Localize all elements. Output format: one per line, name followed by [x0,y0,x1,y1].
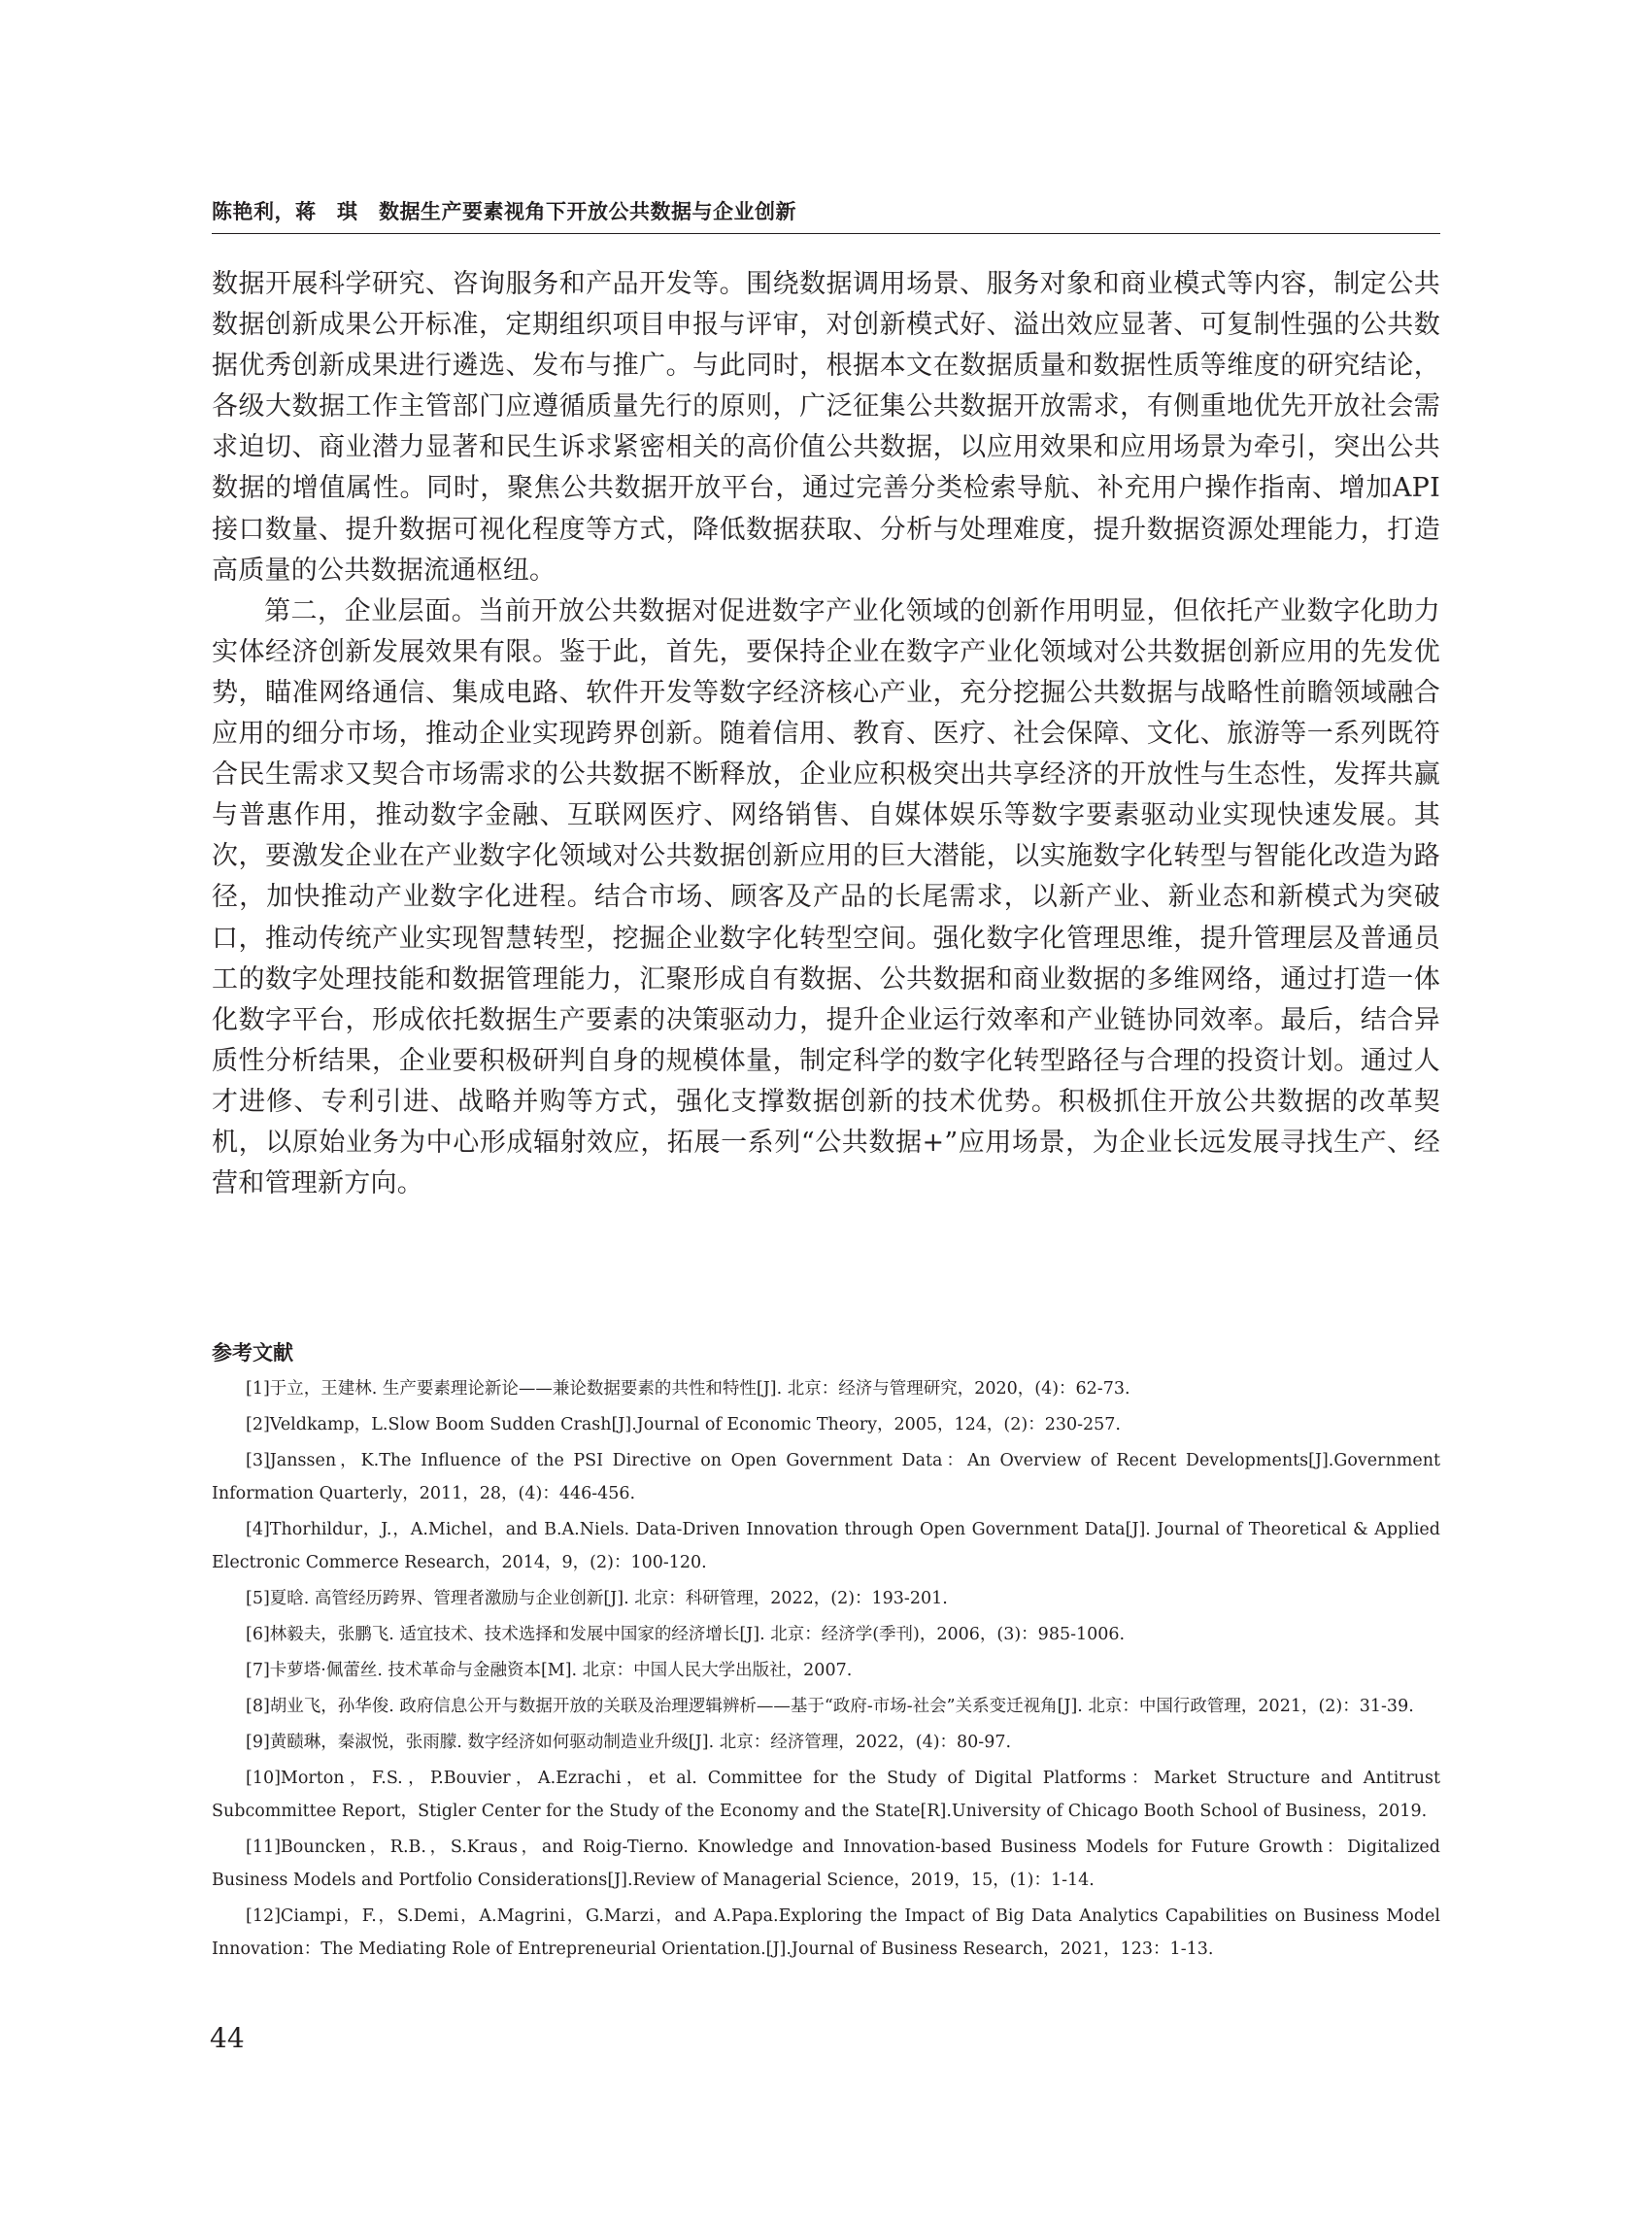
reference-item: [1]于立，王建林. 生产要素理论新论——兼论数据要素的共性和特性[J]. 北京：经济与管理研究，2020，(4)：62-73. [246,1379,1130,1399]
reference-item: [7]卡萝塔·佩蕾丝. 技术革命与金融资本[M]. 北京：中国人民大学出版社，2007. [246,1661,853,1680]
page-number: 44 [210,2022,245,2054]
reference-item: [12]Ciampi，F.，S.Demi，A.Magrini，G.Marzi，and A.Papa.Exploring the Impact of Big Data Analytics Capabilities on Business Model Innovation：The Mediating Role of Entrepreneurial Orientation.[J].Journal of Business Research，2021，123：1-13. [212,1906,1440,1959]
header-rule [212,233,1440,234]
reference-item: [10]Morton，F.S.，P.Bouvier，A.Ezrachi，et al. Committee for the Study of Digital Platforms：Market Structure and Antitrust Subcommittee Report，Stigler Center for the Study of the Economy and the State[R].University of Chicago Booth School of Business，2019. [212,1769,1440,1821]
reference-item: [11]Bouncken，R.B.，S.Kraus，and Roig-Tierno. Knowledge and Innovation-based Business Models for Future Growth：Digitalized Business Models and Portfolio Considerations[J].Review of Managerial Science，2019，15，(1)：1-14. [212,1838,1440,1890]
reference-item: [3]Janssen，K.The Influence of the PSI Directive on Open Government Data：An Overview of Recent Developments[J].Government Information Quarterly，2011，28，(4)：446-456. [212,1451,1440,1503]
running-head-text: 陈艳利，蒋 琪 数据生产要素视角下开放公共数据与企业创新 [212,200,796,223]
references-title: 参考文献 [212,1341,293,1365]
main-body [212,264,1440,1204]
body-paragraph-2: 第二，企业层面。当前开放公共数据对促进数字产业化领域的创新作用明显，但依托产业数字化助力实体经济创新发展效果有限。鉴于此，首先，要保持企业在数字产业化领域对公共数据创新应用的先发优势，瞄准网络通信、集成电路、软件开发等数字经济核心产业，充分挖掘公共数据与战略性前瞻领域融合应用的细分市场，推动企业实现跨界创新。随着信用、教育、医疗、社会保障、文化、旅游等一系列既符合民生需求又契合市场需求的公共数据不断释放，企业应积极突出共享经济的开放性与生态性，发挥共赢与普惠作用，推动数字金融、互联网医疗、网络销售、自媒体娱乐等数字要素驱动业实现快速发展。其次，要激发企业在产业数字化领域对公共数据创新应用的巨大潜能，以实施数字化转型与智能化改造为路径，加快推动产业数字化进程。结合市场、顾客及产品的长尾需求，以新产业、新业态和新模式为突破口，推动传统产业实现智慧转型，挖掘企业数字化转型空间。强化数字化管理思维，提升管理层及普通员工的数字处理技能和数据管理能力，汇聚形成自有数据、公共数据和商业数据的多维网络，通过打造一体化数字平台，形成依托数据生产要素的决策驱动力，提升企业运行效率和产业链协同效率。最后，结合异质性分析结果，企业要积极研判自身的规模体量，制定科学的数字化转型路径与合理的投资计划。通过人才进修、专利引进、战略并购等方式，强化支撑数据创新的技术优势。积极抓住开放公共数据的改革契机，以原始业务为中心形成辐射效应，拓展一系列“公共数据+”应用场景，为企业长远发展寻找生产、经营和管理新方向。 [212,595,1440,1199]
reference-item: [6]林毅夫，张鹏飞. 适宜技术、技术选择和发展中国家的经济增长[J]. 北京：经济学(季刊)，2006，(3)：985-1006. [246,1625,1126,1644]
reference-item: [5]夏晗. 高管经历跨界、管理者激励与企业创新[J]. 北京：科研管理，2022，(2)：193-201. [246,1589,948,1608]
reference-item: [9]黄赜琳，秦淑悦，张雨朦. 数字经济如何驱动制造业升级[J]. 北京：经济管理，2022，(4)：80-97. [246,1733,1012,1752]
running-header [212,190,1440,237]
reference-item: [8]胡业飞，孙华俊. 政府信息公开与数据开放的关联及治理逻辑辨析——基于“政府-市场-社会”关系变迁视角[J]. 北京：中国行政管理，2021，(2)：31-39. [246,1697,1414,1716]
reference-item: [4]Thorhildur，J.，A.Michel，and B.A.Niels. Data-Driven Innovation through Open Government Data[J]. Journal of Theoretical & Applied Electronic Commerce Research，2014，9，(2)：100-120. [212,1520,1440,1572]
body-paragraph-1: 数据开展科学研究、咨询服务和产品开发等。围绕数据调用场景、服务对象和商业模式等内容，制定公共数据创新成果公开标准，定期组织项目申报与评审，对创新模式好、溢出效应显著、可复制性强的公共数据优秀创新成果进行遴选、发布与推广。与此同时，根据本文在数据质量和数据性质等维度的研究结论，各级大数据工作主管部门应遵循质量先行的原则，广泛征集公共数据开放需求，有侧重地优先开放社会需求迫切、商业潜力显著和民生诉求紧密相关的高价值公共数据，以应用效果和应用场景为牵引，突出公共数据的增值属性。同时，聚焦公共数据开放平台，通过完善分类检索导航、补充用户操作指南、增加API接口数量、提升数据可视化程度等方式，降低数据获取、分析与处理难度，提升数据资源处理能力，打造高质量的公共数据流通枢纽。 [212,269,1440,586]
references-list [212,1372,1440,1969]
reference-item: [2]Veldkamp，L.Slow Boom Sudden Crash[J].Journal of Economic Theory，2005，124，(2)：230-257. [246,1415,1121,1434]
